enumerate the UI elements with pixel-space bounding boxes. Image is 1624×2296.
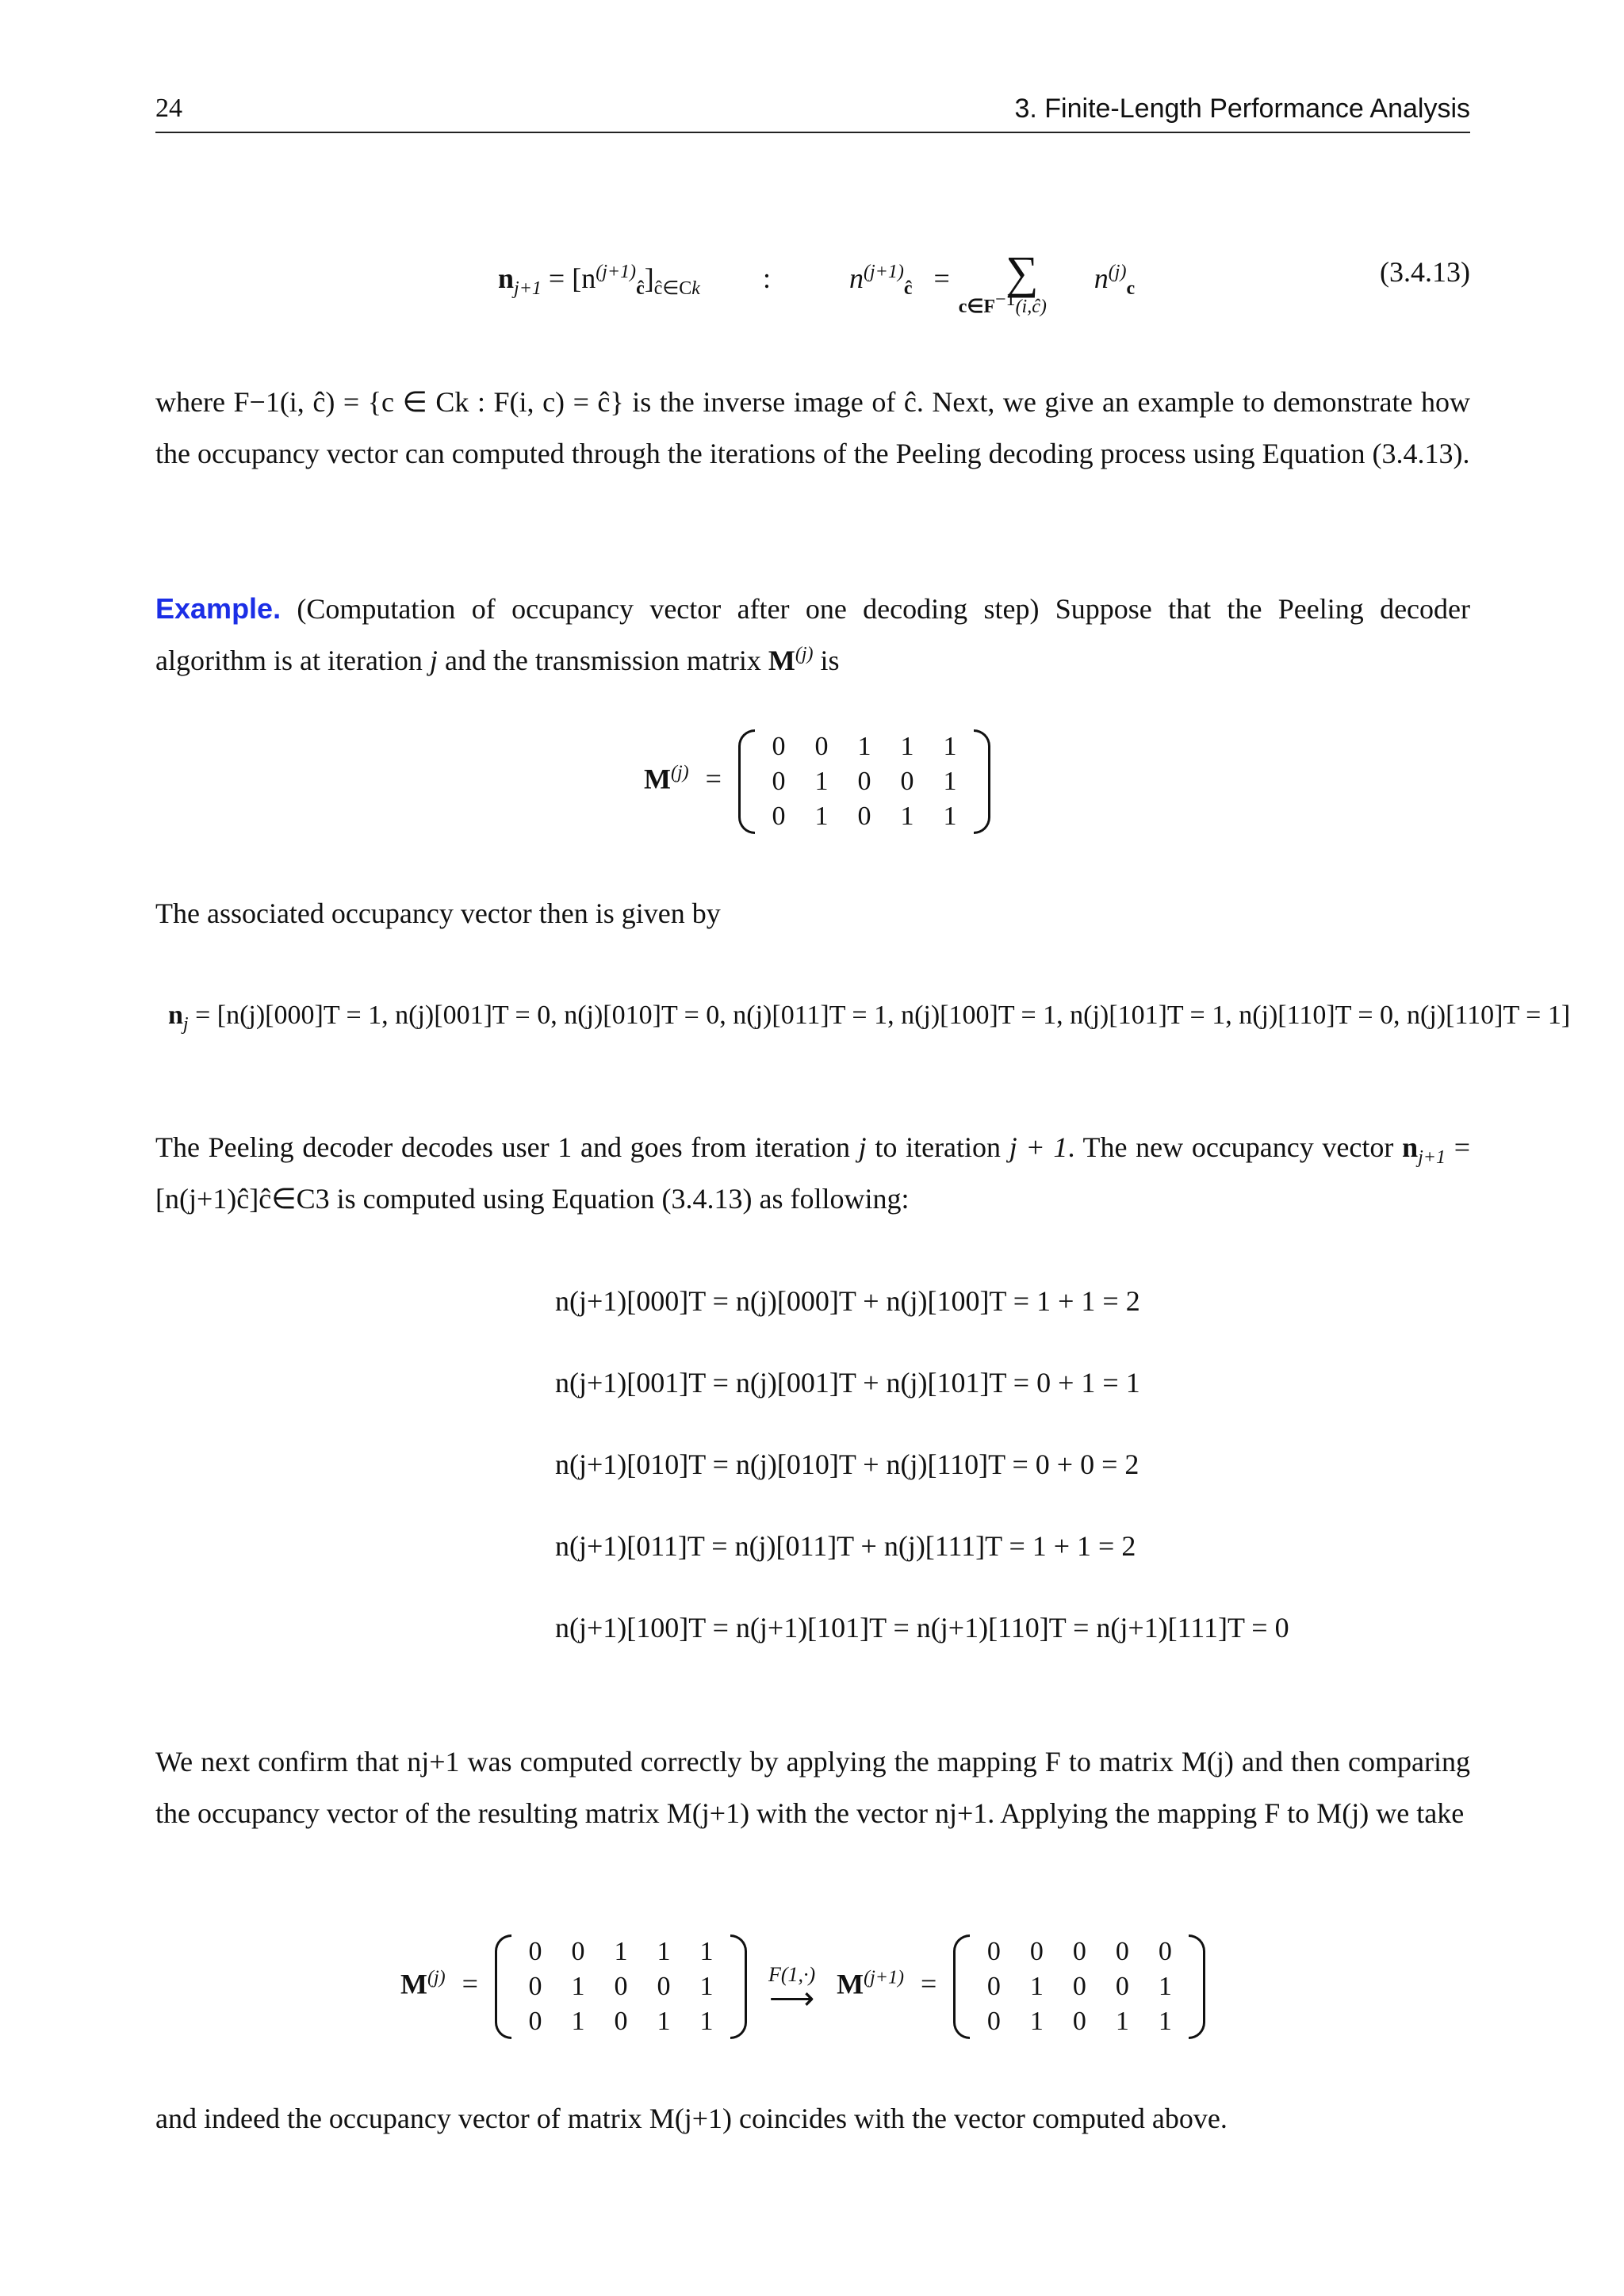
matrix-cell: 1	[814, 802, 829, 831]
matrix-cell: 0	[900, 767, 914, 796]
mapping-equation: $M^{(j)}$ = 0 0 1 1 1 0 1 0 0 1 0 1 0 1 1 F(1,·) ⟶ $M^{(j+1)}$ = 0 0 0 0 0 0 1 0 0 1 0 1 0 1 1	[400, 1934, 1205, 2039]
matrix-cell: 1	[1115, 2007, 1129, 2036]
matrix-cell: 1	[657, 1937, 671, 1966]
matrix-m-j-equation: $M^{(j)}$ = 0 0 1 1 1 0 1 0 0 1 0 1 0 1 1	[644, 729, 990, 834]
update-row: n(j+1)[010]T = n(j)[010]T + n(j)[110]T = 0 + 0 = 2	[555, 1448, 1139, 1480]
eq-lhs: n	[498, 262, 515, 294]
matrix-cell: 0	[1072, 2007, 1086, 2036]
matrix-row	[514, 2004, 728, 2039]
matrix-m-j-left	[495, 1934, 747, 2039]
chapter-title: 3. Finite-Length Performance Analysis	[1014, 94, 1470, 124]
matrix-cell: 1	[1029, 1972, 1044, 2001]
matrix-cell: 0	[614, 2007, 628, 2036]
occupancy-vector-equation: $n_j = [n(j)[000]T = 1$, n(j)[001]T = 0, n(j)[010]T = 0, n(j)[011]T = 1, n(j)[100]T = 1, n(j)[101]T = 1, n(j)[110]T = 0, n(j)[110]T = 1]	[168, 1001, 1571, 1035]
eq-rhs-sup: (j+1)	[863, 262, 904, 282]
matrix-cell: 0	[528, 2007, 542, 2036]
matrix-cell: 1	[571, 2007, 585, 2036]
paragraph-conclusion: and indeed the occupancy vector of matrix M(j+1) coincides with the vector computed above.	[155, 2103, 1228, 2134]
paragraph-inverse-image: where F−1(i, ĉ) = {c ∈ Ck : F(i, c) = ĉ} is the inverse image of ĉ. Next, we give an example to demonstrate how the occupancy vector can computed through the iterations of the Peeling decoding process using Equation (3.4.13).	[155, 386, 1470, 469]
matrix-cell: 0	[1115, 1972, 1129, 2001]
eq-rhs-sub: ĉ	[903, 278, 913, 300]
matrix-cell: 0	[657, 1972, 671, 2001]
running-header	[155, 94, 1470, 133]
eq-colon: :	[762, 262, 771, 294]
example-label: Example.	[155, 592, 282, 625]
matrix-row	[972, 2004, 1186, 2039]
matrix-cell: 0	[857, 767, 871, 796]
matrix-cell: 1	[943, 802, 957, 831]
matrix-cell: 1	[699, 1937, 714, 1966]
eq-lhs-sub: j+1	[514, 278, 542, 300]
eq-middle-sub: ĉ	[636, 278, 645, 300]
matrix-cell: 0	[1029, 1937, 1044, 1966]
matrix-cell: 1	[900, 732, 914, 761]
paragraph-associated: The associated occupancy vector then is given by	[155, 897, 721, 929]
matrix-row	[972, 1934, 1186, 1969]
eq-equals: =	[933, 262, 950, 294]
paragraph-peeling: The Peeling decoder decodes user 1 and goes from iteration j to iteration j + 1. The new occupancy vector $n_{j+1}$ = [n(j+1)ĉ]ĉ∈C3 is computed using Equation (3.4.13) as following:	[155, 1131, 1471, 1215]
eq-term-sup: (j)	[1108, 262, 1127, 282]
matrix-cell: 1	[614, 1937, 628, 1966]
page-number: 24	[155, 94, 182, 123]
matrix-cell: 1	[571, 1972, 585, 2001]
matrix-cell: 0	[1158, 1937, 1172, 1966]
example-paragraph: Example. (Computation of occupancy vector after one decoding step) Suppose that the Peeling decoder algorithm is at iteration j and the transmission matrix $M^{(j)}$ is	[155, 592, 1470, 676]
occupancy-vector-content: = [n(j)[000]T = 1, n(j)[001]T = 0, n(j)[010]T = 0, n(j)[011]T = 1, n(j)[100]T = 1, n(j)[101]T = 1, n(j)[110]T = 0, n(j)[110]T = 1]	[195, 1001, 1571, 1030]
update-equations	[555, 1284, 1289, 1693]
sum-subscript: $c\in F^{-1}(i,ĉ)$	[958, 289, 1047, 317]
matrix-cell: 1	[699, 1972, 714, 2001]
paragraph-confirm: We next confirm that nj+1 was computed correctly by applying the mapping F to matrix M(j) and then comparing the occupancy vector of the resulting matrix M(j+1) with the vector nj+1. Applying the mapping F to M(j) we take	[155, 1746, 1470, 1829]
matrix-cell: 0	[1072, 1937, 1086, 1966]
eq-rhs: n	[848, 262, 864, 294]
eq-middle-sup: (j+1)	[596, 262, 637, 282]
update-row: n(j+1)[100]T = n(j+1)[101]T = n(j+1)[110]T = n(j+1)[111]T = 0	[555, 1612, 1289, 1644]
matrix-row	[514, 1934, 728, 1969]
eq-bracket-sub2: k	[691, 278, 700, 300]
matrix-cell: 0	[528, 1937, 542, 1966]
matrix-cell: 0	[772, 767, 786, 796]
matrix-cell: 0	[986, 1972, 1001, 2001]
matrix-row	[757, 799, 971, 834]
matrix-cell: 1	[1029, 2007, 1044, 2036]
matrix-cell: 0	[986, 1937, 1001, 1966]
sum-symbol: ∑	[1005, 247, 1039, 298]
equation-number: (3.4.13)	[1380, 256, 1470, 288]
matrix-cell: 1	[900, 802, 914, 831]
update-row: n(j+1)[001]T = n(j)[001]T + n(j)[101]T = 0 + 1 = 1	[555, 1367, 1140, 1399]
matrix-row	[972, 1969, 1186, 2004]
matrix-cell: 0	[772, 732, 786, 761]
matrix-cell: 1	[943, 767, 957, 796]
matrix-cell: 1	[1158, 1972, 1172, 2001]
update-row: n(j+1)[011]T = n(j)[011]T + n(j)[111]T = 1 + 1 = 2	[555, 1530, 1136, 1562]
matrix-m-j	[738, 729, 990, 834]
matrix-cell: 0	[772, 802, 786, 831]
matrix-cell: 1	[1158, 2007, 1172, 2036]
matrix-cell: 0	[571, 1937, 585, 1966]
eq-term: n	[1094, 262, 1109, 294]
matrix-cell: 0	[614, 1972, 628, 2001]
matrix-cell: 1	[943, 732, 957, 761]
matrix-row	[757, 764, 971, 799]
eq-term-sub: c	[1126, 278, 1136, 300]
matrix-cell: 0	[1115, 1937, 1129, 1966]
matrix-cell: 1	[699, 2007, 714, 2036]
equation-3-4-13: $n_{j+1} = [n^{(j+1)}_ĉ]_{ĉ\in Ck}$ : $n^{(j+1)}_ĉ$ = ∑ $c\in F^{-1}(i,ĉ)$ $n^{(j)}_c$	[498, 247, 1136, 317]
matrix-cell: 0	[857, 802, 871, 831]
sum-block	[958, 246, 1070, 317]
matrix-cell: 1	[657, 2007, 671, 2036]
mapping-arrow: F(1,·) ⟶	[768, 1963, 816, 2016]
matrix-row	[514, 1969, 728, 2004]
matrix-row	[757, 729, 971, 764]
eq-middle: = [n	[548, 262, 596, 294]
matrix-cell: 0	[1072, 1972, 1086, 2001]
eq-bracket-sub: ĉ∈C	[653, 278, 692, 300]
matrix-cell: 0	[814, 732, 829, 761]
matrix-m-j-plus-1	[953, 1934, 1205, 2039]
matrix-cell: 1	[857, 732, 871, 761]
matrix-cell: 0	[528, 1972, 542, 2001]
update-row: n(j+1)[000]T = n(j)[000]T + n(j)[100]T = 1 + 1 = 2	[555, 1285, 1140, 1317]
matrix-cell: 1	[814, 767, 829, 796]
matrix-cell: 0	[986, 2007, 1001, 2036]
